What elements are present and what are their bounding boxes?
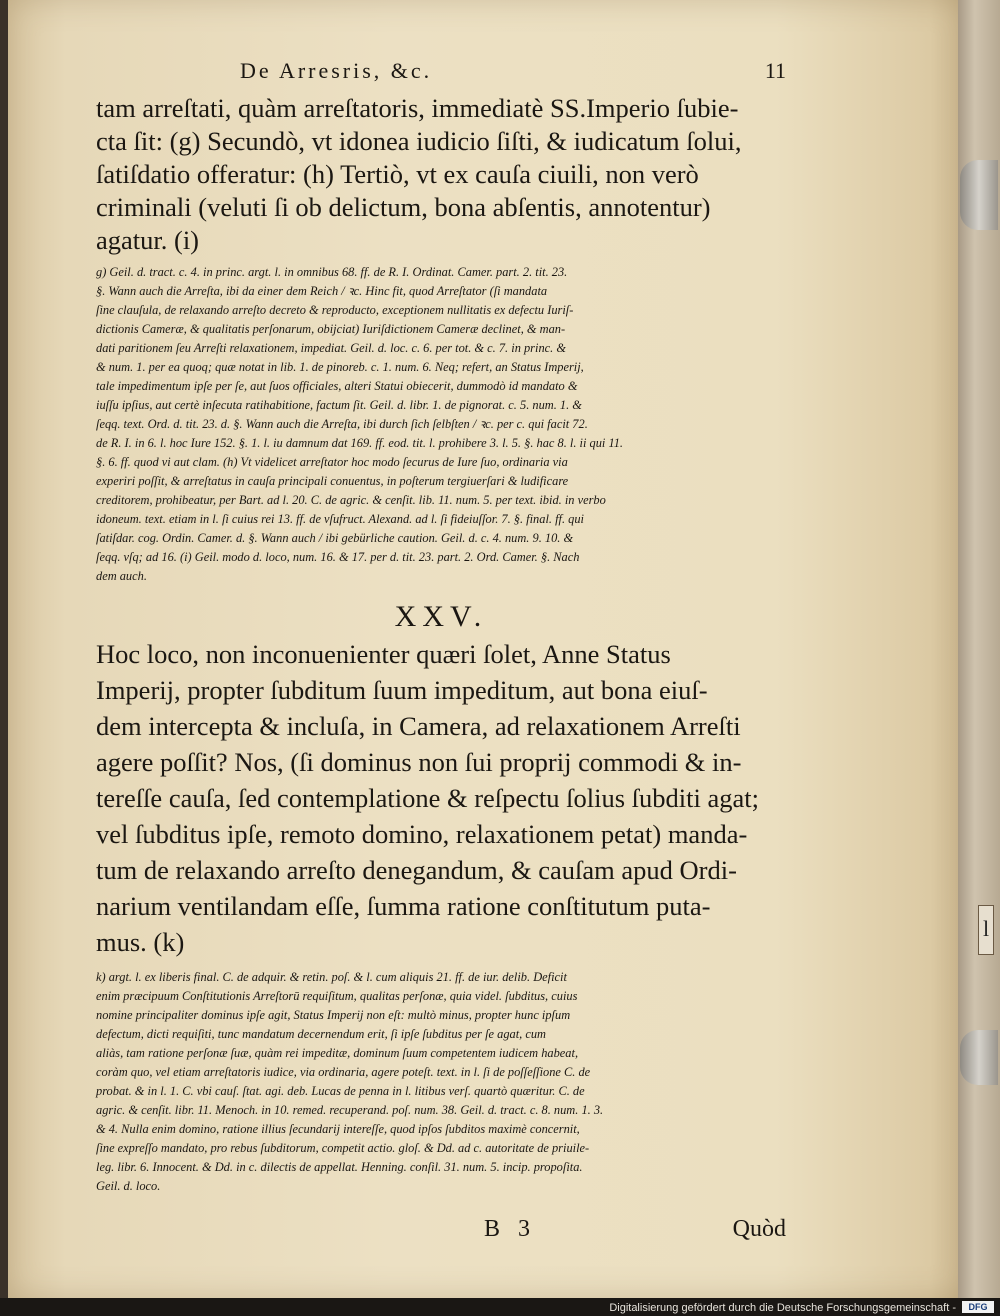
note-line: dem auch. (96, 569, 147, 583)
note-line: de R. I. in 6. l. hoc Iure 152. §. 1. l. iu damnum dat 169. ff. eod. tit. l. prohibere 3. l. 5. §. hac 8. l. ii qui 11. (96, 436, 624, 450)
book-page (8, 0, 968, 1298)
note-line: ſine expreſſo mandato, pro rebus ſubditorum, competit actio. gloſ. & Dd. ad c. autoritate de priuile- (96, 1141, 590, 1155)
section-heading: XXV. (394, 600, 488, 633)
note-line: defectum, dicti requiſiti, tunc mandatum decernendum erit, ſi ipſe ſubditus per ſe agat, cum (96, 1027, 546, 1041)
note-line: probat. & in l. 1. C. vbi cauſ. ſtat. agi. deb. Lucas de penna in l. litibus verſ. quartò quæritur. C. de (96, 1084, 585, 1098)
text-line: Hoc loco, non inconuenienter quæri ſolet, Anne Status (96, 639, 671, 669)
text-line: cta ſit: (g) Secundò, vt idonea iudicio ſiſti, & iudicatum ſolui, (96, 126, 742, 156)
main-paragraph-1 (96, 92, 786, 257)
note-line: ſine clauſula, de relaxando arreſto decreto & reproducto, exceptionem nullitatis ex defectu Iuriſ- (96, 303, 574, 317)
note-line: aliàs, tam ratione perſonæ ſuæ, quàm rei impeditæ, dominum ſuum competentem iudicem habeat, (96, 1046, 579, 1060)
note-line: & 4. Nulla enim domino, ratione illius ſecundarij intereſſe, quod ipſos ſubditos maximè concernit, (96, 1122, 580, 1136)
folio-number: 11 (764, 58, 786, 83)
note-line: tale impedimentum ipſe per ſe, aut ſuos officiales, alteri Statui obiecerit, dummodò id mandato & (96, 379, 578, 393)
footnotes-1 (96, 263, 786, 586)
note-line: ſeqq. text. Ord. d. tit. 23. d. §. Wann auch die Arreſta, ibi durch ſich ſelbſten / ꝛc. per c. qui facit 72. (96, 417, 588, 431)
note-line: agric. & cenſit. libr. 11. Menoch. in 10. remed. recuperand. poſ. num. 38. Geil. d. tract. c. 8. num. 1. 3. (96, 1103, 604, 1117)
note-line: iuſſu ipſius, aut certè inſecuta ratihabitione, factum ſit. Geil. d. libr. 1. de pignorat. c. 5. num. 1. & (96, 398, 582, 412)
note-line: enim præcipuum Conſtitutionis Arreſtorū requiſitum, qualitas perſonæ, quia videl. ſubditus, cuius (96, 989, 578, 1003)
text-line: narium ventilandam eſſe, ſumma ratione conſtitutum puta- (96, 891, 711, 921)
note-line: ſatiſdar. cog. Ordin. Camer. d. §. Wann auch / ibi gebürliche caution. Geil. d. c. 4. num. 9. 10. & (96, 531, 574, 545)
note-line: §. 6. ff. quod vi aut clam. (h) Vt videlicet arreſtator hoc modo ſecurus de Iure ſuo, ordinaria via (96, 455, 568, 469)
main-paragraph-2 (96, 636, 786, 960)
note-line: dati paritionem ſeu Arreſti relaxationem, impediat. Geil. d. loc. c. 6. per tot. & c. 7. in princ. & (96, 341, 566, 355)
dfg-logo: DFG (962, 1301, 994, 1313)
note-line: k) argt. l. ex liberis final. C. de adquir. & retin. poſ. & l. cum aliquis 21. ff. de iur. delib. Deficit (96, 970, 567, 984)
text-line: agatur. (i) (96, 225, 200, 255)
text-line: tereſſe cauſa, ſed contemplatione & reſpectu ſolius ſubditi agat; (96, 783, 760, 813)
text-line: dem intercepta & incluſa, in Camera, ad relaxationem Arreſti (96, 711, 741, 741)
text-line: tum de relaxando arreſto denegandum, & cauſam apud Ordi- (96, 855, 737, 885)
edge-marker: l (978, 905, 994, 955)
note-line: leg. libr. 6. Innocent. & Dd. in c. dilectis de appellat. Henning. conſil. 31. num. 5. incip. propoſita. (96, 1160, 583, 1174)
note-line: dictionis Cameræ, & qualitatis perſonarum, obijciat) Iuriſdictionem Cameræ declinet, & man- (96, 322, 566, 336)
text-line: criminali (veluti ſi ob delictum, bona abſentis, annotentur) (96, 192, 711, 222)
note-line: g) Geil. d. tract. c. 4. in princ. argt. l. in omnibus 68. ff. de R. I. Ordinat. Camer. part. 2. tit. 23. (96, 265, 568, 279)
footnotes-2 (96, 968, 786, 1196)
page-text-block (96, 58, 786, 1243)
note-line: creditorem, prohibeatur, per Bart. ad l. 20. C. de agric. & cenſit. lib. 11. num. 5. per text. ibid. in verbo (96, 493, 606, 507)
page-footer (96, 1216, 786, 1243)
book-clip-top (960, 160, 998, 230)
note-line: ſeqq. vſq; ad 16. (i) Geil. modo d. loco, num. 16. & 17. per d. tit. 23. part. 2. Ord. Camer. §. Nach (96, 550, 580, 564)
signature-mark: B 3 (484, 1216, 537, 1242)
text-line: vel ſubditus ipſe, remoto domino, relaxationem petat) manda- (96, 819, 748, 849)
note-line: §. Wann auch die Arreſta, ibi da einer dem Reich / ꝛc. Hinc fit, quod Arreſtator (ſi mandata (96, 284, 548, 298)
text-line: agere poſſit? Nos, (ſi dominus non ſui proprij commodi & in- (96, 747, 742, 777)
text-line: tam arreſtati, quàm arreſtatoris, immediatè SS.Imperio ſubie- (96, 93, 739, 123)
note-line: & num. 1. per ea quoq; quæ notat in lib. 1. de pinoreb. c. 1. num. 6. Neq; refert, an Status Imperij, (96, 360, 584, 374)
page-stack-edge (958, 0, 1000, 1298)
book-clip-bottom (960, 1030, 998, 1085)
note-line: Geil. d. loco. (96, 1179, 161, 1193)
note-line: nomine principaliter dominus ipſe agit, Status Imperij non eſt: multò minus, propter hunc ipſum (96, 1008, 571, 1022)
text-line: Imperij, propter ſubditum ſuum impeditum, aut bona eiuſ- (96, 675, 708, 705)
text-line: mus. (k) (96, 927, 185, 957)
note-line: coràm quo, vel etiam arreſtatoris iudice, via ordinaria, agere poteſt. text. in l. ſi de poſſeſſione C. de (96, 1065, 591, 1079)
running-title: De Arresris, &c. (240, 58, 433, 83)
text-line: ſatiſdatio offeratur: (h) Tertiò, vt ex cauſa ciuili, non verò (96, 159, 699, 189)
note-line: idoneum. text. etiam in l. ſi cuius rei 13. ff. de vſufruct. Alexand. ad l. ſi fideiuſſor. 7. §. final. ff. qui (96, 512, 585, 526)
note-line: experiri poſſit, & arreſtatus in cauſa principali conuentus, in poſterum tergiuerſari & ludificare (96, 474, 569, 488)
credit-text: Digitalisierung gefördert durch die Deutsche Forschungsgemeinschaft - (609, 1302, 956, 1314)
catchword: Quòd (732, 1216, 786, 1242)
running-header (240, 58, 786, 84)
credit-bar (0, 1298, 1000, 1316)
